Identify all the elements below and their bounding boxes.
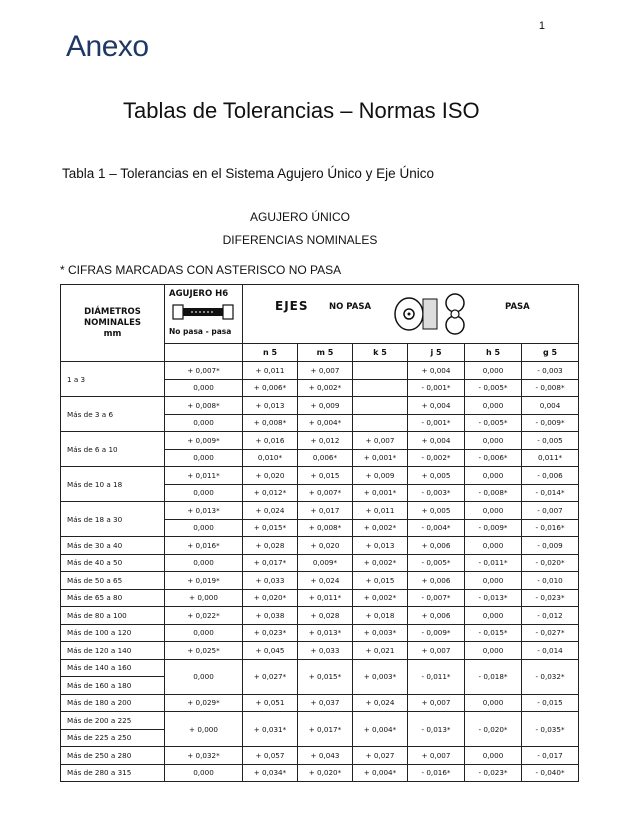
tolerance-cell: - 0,009* (465, 519, 522, 537)
tolerance-cell: + 0,002* (298, 379, 353, 397)
ejes-label: EJES (275, 299, 309, 313)
tolerance-cell: + 0,013 (353, 537, 408, 555)
tolerance-cell: 0,000 (165, 414, 243, 432)
tolerance-cell: - 0,010 (522, 572, 579, 590)
diameter-label: 1 a 3 (61, 362, 165, 397)
diameter-label: Más de 50 a 65 (61, 572, 165, 590)
table-row (61, 659, 579, 677)
agujero-header (165, 285, 243, 344)
table-row (61, 642, 579, 660)
tolerance-cell: 0,009* (298, 554, 353, 572)
tolerance-cell: + 0,028 (243, 537, 298, 555)
tolerance-cell: + 0,051 (243, 694, 298, 712)
tolerance-cell: + 0,023* (243, 624, 298, 642)
tolerance-cell: + 0,033 (243, 572, 298, 590)
tolerance-cell: - 0,001* (408, 379, 465, 397)
diameter-header-line: mm (103, 328, 122, 339)
diameter-label: Más de 3 a 6 (61, 397, 165, 432)
tolerance-cell: - 0,005* (408, 554, 465, 572)
table-caption: Tabla 1 – Tolerancias en el Sistema Agujero Único y Eje Único (62, 166, 434, 181)
tolerance-cell: - 0,006 (522, 467, 579, 485)
no-pasa-label: NO PASA (329, 302, 372, 312)
tolerance-cell: + 0,038 (243, 607, 298, 625)
table-row (61, 624, 579, 642)
tolerance-cell: + 0,037 (298, 694, 353, 712)
tolerance-cell: - 0,003* (408, 484, 465, 502)
tolerance-cell: + 0,011 (353, 502, 408, 520)
tolerance-cell: 0,011* (522, 449, 579, 467)
diameter-label: Más de 30 a 40 (61, 537, 165, 555)
tolerance-cell: + 0,027 (353, 747, 408, 765)
tolerance-cell: 0,010* (243, 449, 298, 467)
tolerance-cell: 0,000 (465, 432, 522, 450)
table-row (61, 362, 579, 380)
tolerance-cell: + 0,002* (353, 554, 408, 572)
tolerance-cell (353, 414, 408, 432)
tolerance-cell: - 0,014* (522, 484, 579, 502)
table-row (61, 572, 579, 590)
table-row (61, 432, 579, 450)
tolerance-cell: + 0,013* (165, 502, 243, 520)
tolerance-cell: 0,006* (298, 449, 353, 467)
tolerance-cell: - 0,014 (522, 642, 579, 660)
tolerance-cell: + 0,000 (165, 589, 243, 607)
diameter-label: Más de 10 a 18 (61, 467, 165, 502)
tolerance-cell: 0,000 (165, 659, 243, 694)
tolerance-cell: + 0,005 (408, 502, 465, 520)
table-row (61, 607, 579, 625)
tolerance-cell: 0,000 (465, 572, 522, 590)
tolerance-cell: 0,000 (465, 607, 522, 625)
tolerance-cell: - 0,035* (522, 712, 579, 747)
diameter-header (61, 285, 165, 362)
tolerance-cell: 0,000 (165, 624, 243, 642)
tolerance-cell: - 0,002* (408, 449, 465, 467)
tolerance-cell: 0,000 (165, 519, 243, 537)
hole-gauge-icon (171, 301, 235, 323)
tolerance-cell: + 0,029* (165, 694, 243, 712)
tolerance-cell: 0,000 (465, 467, 522, 485)
tolerance-cell (353, 362, 408, 380)
tolerance-cell (353, 397, 408, 415)
tolerance-cell: - 0,003 (522, 362, 579, 380)
tolerance-cell: + 0,024 (298, 572, 353, 590)
tolerance-cell: + 0,020* (298, 764, 353, 782)
tolerance-cell: - 0,007* (408, 589, 465, 607)
tolerance-cell: - 0,023* (522, 589, 579, 607)
tolerance-cell: - 0,005 (522, 432, 579, 450)
tolerance-cell: + 0,007* (165, 362, 243, 380)
tolerance-cell: - 0,015* (465, 624, 522, 642)
tolerance-cell: 0,000 (465, 747, 522, 765)
diameter-header-line: DIÁMETROS (84, 306, 141, 317)
tolerance-cell: + 0,015 (298, 467, 353, 485)
tolerance-cell: - 0,007 (522, 502, 579, 520)
tolerance-table (60, 284, 579, 782)
table-row (61, 694, 579, 712)
col-header-n5: n 5 (243, 344, 298, 362)
diameter-label: Más de 100 a 120 (61, 624, 165, 642)
tolerance-cell: + 0,007* (298, 484, 353, 502)
tolerance-cell: + 0,007 (353, 432, 408, 450)
diameter-label: Más de 250 a 280 (61, 747, 165, 765)
tolerance-cell: 0,000 (465, 694, 522, 712)
table-row (61, 467, 579, 485)
diameter-label: Más de 180 a 200 (61, 694, 165, 712)
tolerance-cell: + 0,012 (298, 432, 353, 450)
tolerance-cell: + 0,007 (408, 642, 465, 660)
tolerance-cell: 0,000 (465, 537, 522, 555)
tolerance-cell: + 0,005 (408, 467, 465, 485)
tolerance-cell: - 0,009* (522, 414, 579, 432)
tolerance-cell: + 0,009 (353, 467, 408, 485)
tolerance-cell: + 0,034* (243, 764, 298, 782)
tolerance-cell: - 0,001* (408, 414, 465, 432)
tolerance-cell: + 0,020 (298, 537, 353, 555)
diameter-label: Más de 160 a 180 (61, 677, 165, 695)
tolerance-cell: 0,000 (465, 502, 522, 520)
tolerance-cell: + 0,018 (353, 607, 408, 625)
nopasa-pasa-label: No pasa - pasa (169, 327, 232, 336)
tolerance-cell: 0,004 (522, 397, 579, 415)
tolerance-cell: + 0,016 (243, 432, 298, 450)
tolerance-cell: + 0,006* (243, 379, 298, 397)
tolerance-cell: + 0,012* (243, 484, 298, 502)
tolerance-cell: + 0,033 (298, 642, 353, 660)
table-body (61, 362, 579, 782)
tolerance-cell: + 0,020* (243, 589, 298, 607)
tolerance-cell: - 0,016* (408, 764, 465, 782)
tolerance-cell: - 0,015 (522, 694, 579, 712)
ejes-header (243, 285, 579, 344)
tolerance-cell: 0,000 (465, 642, 522, 660)
tolerance-cell: - 0,032* (522, 659, 579, 694)
tolerance-cell: + 0,007 (408, 694, 465, 712)
diameter-label: Más de 18 a 30 (61, 502, 165, 537)
tolerance-cell: - 0,011* (465, 554, 522, 572)
anexo-heading: Anexo (66, 30, 149, 63)
diameter-label: Más de 6 a 10 (61, 432, 165, 467)
tolerance-cell: + 0,021 (353, 642, 408, 660)
tolerance-cell: + 0,008* (165, 397, 243, 415)
diameter-label: Más de 200 a 225 (61, 712, 165, 730)
subtitle-diferencias: DIFERENCIAS NOMINALES (222, 233, 378, 247)
table-row (61, 502, 579, 520)
tolerance-cell: + 0,017* (243, 554, 298, 572)
tolerance-cell: + 0,004 (408, 397, 465, 415)
tolerance-cell: 0,000 (465, 397, 522, 415)
agujero-title: AGUJERO H6 (169, 289, 229, 299)
tolerance-cell: + 0,032* (165, 747, 243, 765)
tolerance-cell: + 0,015* (243, 519, 298, 537)
diameter-label: Más de 80 a 100 (61, 607, 165, 625)
tolerance-cell: - 0,009* (408, 624, 465, 642)
tolerance-cell: - 0,008* (522, 379, 579, 397)
tolerance-cell: - 0,011* (408, 659, 465, 694)
tolerance-cell: - 0,004* (408, 519, 465, 537)
diameter-label: Más de 120 a 140 (61, 642, 165, 660)
tolerance-cell: + 0,006 (408, 537, 465, 555)
tolerance-cell: + 0,008* (243, 414, 298, 432)
tolerance-cell: + 0,011 (243, 362, 298, 380)
tolerance-cell: + 0,003* (353, 659, 408, 694)
tolerance-cell: + 0,045 (243, 642, 298, 660)
tolerance-cell: - 0,006* (465, 449, 522, 467)
tolerance-cell: 0,000 (165, 484, 243, 502)
tolerance-cell: + 0,004* (353, 712, 408, 747)
tolerance-cell: - 0,009 (522, 537, 579, 555)
tolerance-cell: - 0,005* (465, 379, 522, 397)
tolerance-cell: + 0,057 (243, 747, 298, 765)
tolerance-cell: 0,000 (165, 449, 243, 467)
tolerance-cell: + 0,001* (353, 484, 408, 502)
tolerance-cell: + 0,004* (298, 414, 353, 432)
tolerance-cell: + 0,002* (353, 589, 408, 607)
tolerance-cell: - 0,013* (465, 589, 522, 607)
tolerance-cell: - 0,008* (465, 484, 522, 502)
subtitle-agujero-unico: AGUJERO ÚNICO (249, 210, 350, 224)
page-title: Tablas de Tolerancias – Normas ISO (123, 98, 480, 123)
tolerance-cell: - 0,017 (522, 747, 579, 765)
tolerance-cell: + 0,008* (298, 519, 353, 537)
col-header-j5: j 5 (408, 344, 465, 362)
tolerance-cell: - 0,023* (465, 764, 522, 782)
tolerance-cell: + 0,011* (298, 589, 353, 607)
tolerance-cell: + 0,006 (408, 607, 465, 625)
table-row (61, 554, 579, 572)
tolerance-cell: - 0,040* (522, 764, 579, 782)
tolerance-cell: + 0,009 (298, 397, 353, 415)
tolerance-cell: + 0,022* (165, 607, 243, 625)
diameter-label: Más de 65 a 80 (61, 589, 165, 607)
shaft-gauge-icon (391, 289, 475, 339)
tolerance-cell: - 0,005* (465, 414, 522, 432)
tolerance-cell: 0,000 (165, 764, 243, 782)
tolerance-cell: + 0,031* (243, 712, 298, 747)
diameter-label: Más de 140 a 160 (61, 659, 165, 677)
tolerance-cell: - 0,016* (522, 519, 579, 537)
tolerance-cell: - 0,020* (522, 554, 579, 572)
pasa-label: PASA (505, 302, 530, 312)
tolerance-cell: + 0,004 (408, 432, 465, 450)
tolerance-cell: + 0,019* (165, 572, 243, 590)
tolerance-cell: + 0,013* (298, 624, 353, 642)
tolerance-cell: + 0,017 (298, 502, 353, 520)
tolerance-cell: - 0,020* (465, 712, 522, 747)
tolerance-cell: + 0,028 (298, 607, 353, 625)
tolerance-cell: + 0,004 (408, 362, 465, 380)
tolerance-cell: - 0,012 (522, 607, 579, 625)
table-row (61, 589, 579, 607)
tolerance-cell: + 0,017* (298, 712, 353, 747)
table-row (61, 397, 579, 415)
diameter-label: Más de 225 a 250 (61, 729, 165, 747)
diameter-label: Más de 40 a 50 (61, 554, 165, 572)
col-header-k5: k 5 (353, 344, 408, 362)
tolerance-cell: + 0,006 (408, 572, 465, 590)
tolerance-cell: + 0,003* (353, 624, 408, 642)
tolerance-cell: - 0,018* (465, 659, 522, 694)
diameter-header-line: NOMINALES (84, 317, 141, 328)
col-header-g5: g 5 (522, 344, 579, 362)
tolerance-cell: + 0,000 (165, 712, 243, 747)
page-number: 1 (538, 20, 545, 32)
tolerance-cell: - 0,013* (408, 712, 465, 747)
table-row (61, 764, 579, 782)
col-header-h5: h 5 (465, 344, 522, 362)
tolerance-cell (353, 379, 408, 397)
tolerance-cell: + 0,016* (165, 537, 243, 555)
tolerance-cell: + 0,025* (165, 642, 243, 660)
tolerance-cell: + 0,009* (165, 432, 243, 450)
tolerance-cell: 0,000 (165, 554, 243, 572)
agujero-subheader-blank (165, 344, 243, 362)
table-row (61, 537, 579, 555)
tolerance-cell: + 0,013 (243, 397, 298, 415)
tolerance-cell: + 0,007 (408, 747, 465, 765)
tolerance-cell: + 0,001* (353, 449, 408, 467)
table-row (61, 712, 579, 730)
asterisk-note: * CIFRAS MARCADAS CON ASTERISCO NO PASA (60, 263, 342, 277)
table-row (61, 747, 579, 765)
diameter-label: Más de 280 a 315 (61, 764, 165, 782)
tolerance-cell: + 0,043 (298, 747, 353, 765)
tolerance-cell: + 0,002* (353, 519, 408, 537)
tolerance-cell: + 0,007 (298, 362, 353, 380)
tolerance-cell: + 0,024 (243, 502, 298, 520)
tolerance-cell: + 0,024 (353, 694, 408, 712)
tolerance-cell: - 0,027* (522, 624, 579, 642)
tolerance-cell: + 0,004* (353, 764, 408, 782)
tolerance-cell: 0,000 (465, 362, 522, 380)
tolerance-cell: + 0,011* (165, 467, 243, 485)
tolerance-cell: 0,000 (165, 379, 243, 397)
tolerance-cell: + 0,015* (298, 659, 353, 694)
tolerance-cell: + 0,027* (243, 659, 298, 694)
tolerance-cell: + 0,020 (243, 467, 298, 485)
col-header-m5: m 5 (298, 344, 353, 362)
tolerance-cell: + 0,015 (353, 572, 408, 590)
